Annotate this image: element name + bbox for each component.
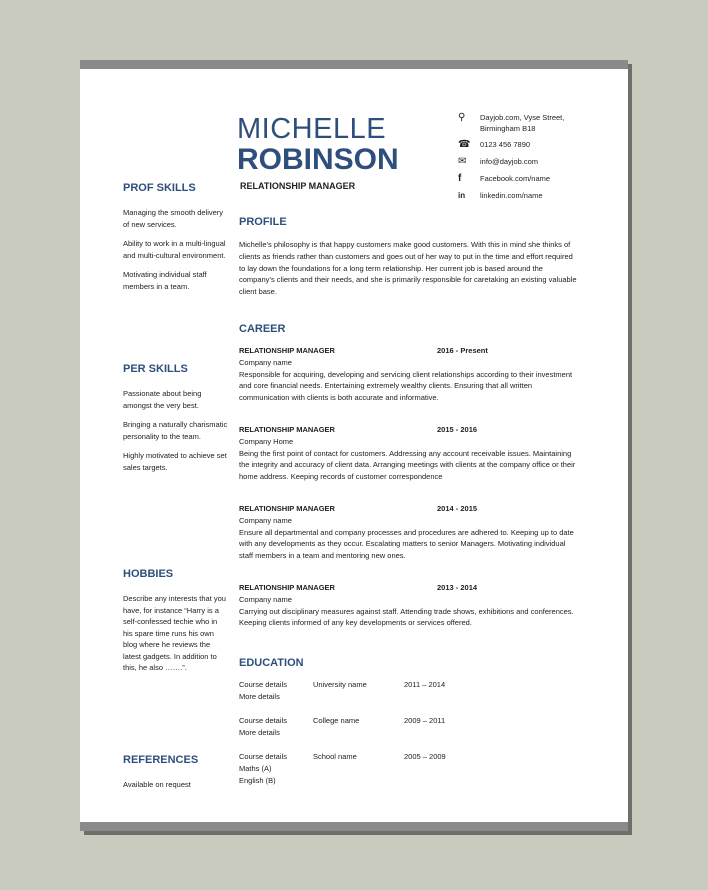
contact-block xyxy=(458,112,623,207)
contact-linkedin xyxy=(458,190,623,202)
resume-page xyxy=(80,60,628,831)
education-entry xyxy=(239,679,579,703)
career-dates: 2015 - 2016 xyxy=(437,425,478,434)
email-address[interactable]: info@dayjob.com xyxy=(480,157,539,166)
skill-item: Ability to work in a multi-lingual and multi-cultural environment. xyxy=(123,239,226,260)
location-pin-icon: ⚲ xyxy=(458,112,466,123)
contact-email xyxy=(458,156,623,168)
career-dates: 2013 - 2014 xyxy=(437,583,478,592)
first-name: MICHELLE xyxy=(237,113,387,145)
career-entry xyxy=(239,582,579,629)
career-description: Responsible for acquiring, developing and servicing client relationships according to their investment and core financial needs. Entertaining extremely wealthy clients. Ensuring that all written communication with clients is both accurate and informative. xyxy=(239,369,573,403)
education-entry xyxy=(239,715,579,739)
skill-item: Passionate about being amongst the very best. xyxy=(123,389,202,410)
skill-item: Bringing a naturally charismatic personality to the team. xyxy=(123,420,228,441)
top-bar xyxy=(80,60,628,69)
career-description: Being the first point of contact for customers. Addressing any account receivable issues. Maintaining the integrity and accuracy of client data. Arranging meetings with clients at the company office or their home address. Keeping records of customer correspondence xyxy=(239,448,576,482)
profile-text: Michelle’s philosophy is that happy customers make good customers. With this in mind she thinks of clients as friends rather than customers and goes out of her way to put in the time and effort required to lay down the foundations for a long term relationship. Her current job is based around the company’s clients and their needs, and she is primarily responsible for caretaking an existing valuable client base. xyxy=(239,240,577,297)
last-name: ROBINSON xyxy=(237,143,399,176)
address-line: Birmingham B18 xyxy=(480,124,536,133)
per-skills-section xyxy=(123,363,228,481)
skill-item: Highly motivated to achieve set sales targets. xyxy=(123,451,227,472)
edu-years: 2011 – 2014 xyxy=(404,680,446,689)
references-text: Available on request xyxy=(123,780,191,789)
per-skills-heading: PER SKILLS xyxy=(123,363,188,375)
linkedin-link[interactable]: linkedin.com/name xyxy=(480,191,543,200)
phone-number: 0123 456 7890 xyxy=(480,140,531,149)
edu-course: Course details xyxy=(239,680,287,689)
career-dates: 2014 - 2015 xyxy=(437,504,478,513)
contact-phone xyxy=(458,139,623,151)
education-entry xyxy=(239,751,579,786)
hobbies-text: Describe any interests that you have, for instance “Harry is a self-confessed techie who in his spare time runs his own blog where he reviews the latest gadgets. In addition to this, he also …….”. xyxy=(123,594,226,672)
career-entry xyxy=(239,345,579,404)
career-entry xyxy=(239,503,579,562)
career-title: RELATIONSHIP MANAGER xyxy=(239,504,335,513)
edu-institution: College name xyxy=(313,716,360,725)
contact-address xyxy=(458,112,623,134)
career-title: RELATIONSHIP MANAGER xyxy=(239,346,335,355)
career-description: Ensure all departmental and company processes and procedures are adhered to. Keeping up to date with any developments as they occur. Escalating matters to senior Managers. Motivating individual staff members in a team and mentoring new ones. xyxy=(239,527,574,561)
edu-course: Course details xyxy=(239,752,287,761)
hobbies-section xyxy=(123,568,228,682)
linkedin-icon: in xyxy=(458,191,466,200)
edu-years: 2005 – 2009 xyxy=(404,752,446,761)
edu-course: Course details xyxy=(239,716,287,725)
career-heading: CAREER xyxy=(239,323,286,335)
career-dates: 2016 - Present xyxy=(437,346,488,355)
edu-extra: English (B) xyxy=(239,775,276,785)
job-title: RELATIONSHIP MANAGER xyxy=(240,181,356,191)
career-description: Carrying out disciplinary measures against staff. Attending trade shows, exhibitions and conferences. Keeping clients informed of any key developments or services offered. xyxy=(239,606,574,628)
education-heading: EDUCATION xyxy=(239,657,304,669)
phone-icon: ☎ xyxy=(458,139,471,150)
career-company: Company Home xyxy=(239,436,294,446)
edu-years: 2009 – 2011 xyxy=(404,716,446,725)
hobbies-heading: HOBBIES xyxy=(123,568,174,580)
career-company: Company name xyxy=(239,357,292,367)
career-title: RELATIONSHIP MANAGER xyxy=(239,425,335,434)
facebook-icon: f xyxy=(458,173,462,184)
profile-heading: PROFILE xyxy=(239,216,287,228)
prof-skills-section xyxy=(123,182,228,300)
edu-extra: Maths (A) xyxy=(239,763,272,773)
prof-skills-heading: PROF SKILLS xyxy=(123,182,196,194)
bottom-bar xyxy=(80,822,628,831)
career-title: RELATIONSHIP MANAGER xyxy=(239,583,335,592)
skill-item: Motivating individual staff members in a team. xyxy=(123,270,207,291)
skill-item: Managing the smooth delivery of new services. xyxy=(123,208,224,229)
email-icon: ✉ xyxy=(458,156,467,167)
edu-institution: University name xyxy=(313,680,367,689)
contact-facebook xyxy=(458,173,623,185)
edu-extra: More details xyxy=(239,691,280,701)
edu-extra: More details xyxy=(239,727,280,737)
career-company: Company name xyxy=(239,594,292,604)
references-section xyxy=(123,754,228,799)
references-heading: REFERENCES xyxy=(123,754,199,766)
career-company: Company name xyxy=(239,515,292,525)
facebook-link[interactable]: Facebook.com/name xyxy=(480,174,551,183)
edu-institution: School name xyxy=(313,752,357,761)
career-entry xyxy=(239,424,579,483)
address-line: Dayjob.com, Vyse Street, xyxy=(480,113,565,122)
